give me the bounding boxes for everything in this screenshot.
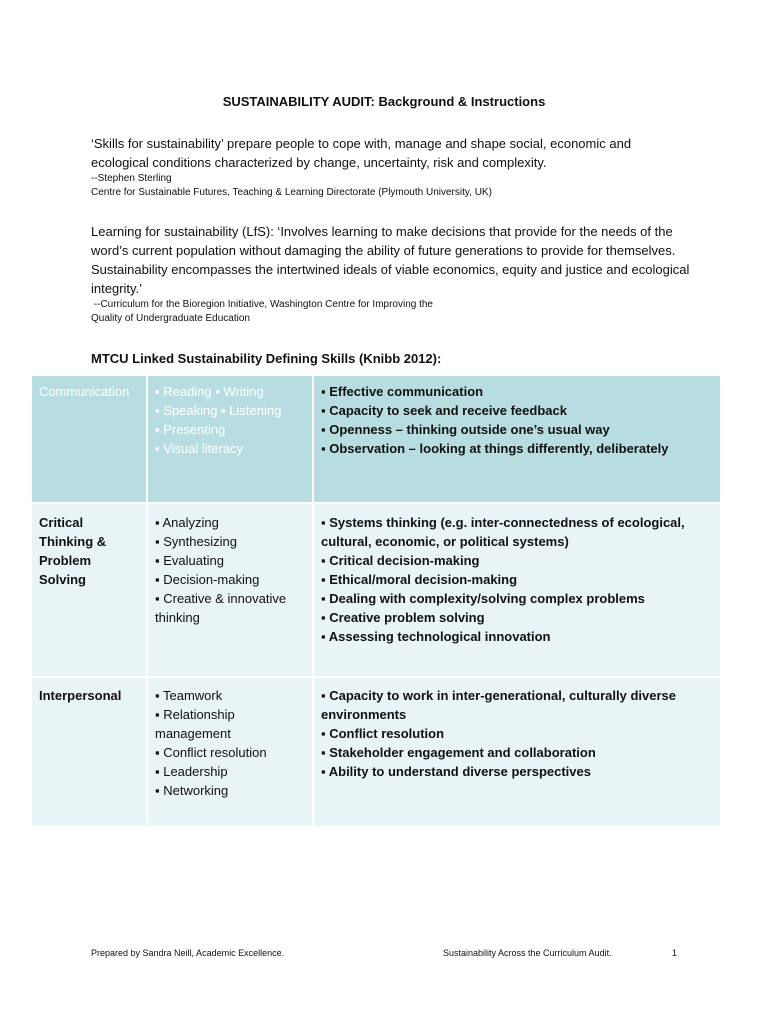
list-item: ▪ Ability to understand diverse perspectives (321, 764, 591, 779)
table-heading: MTCU Linked Sustainability Defining Skills (Knibb 2012): (91, 351, 442, 366)
table-row (31, 503, 721, 677)
skills-cell (313, 677, 721, 827)
skills-table (30, 374, 722, 828)
document-title: SUSTAINABILITY AUDIT: Background & Instructions (222, 94, 546, 109)
abilities-cell (147, 503, 313, 677)
list-item: ▪ Systems thinking (e.g. inter-connectedness of ecological, cultural, economic, or political systems) (321, 515, 685, 549)
lfs-quote-text: Learning for sustainability (LfS): ‘Involves learning to make decisions that provide for the needs of the word’s current population without damaging the ability of future generations to provide for themselves. Sustainability encompasses the intertwined ideals of viable economics, equity and justice and ecological integrity.’ (91, 224, 690, 296)
quote-text: ‘Skills for sustainability’ prepare people to cope with, manage and shape social, economic and ecological conditions characterized by change, uncertainty, risk and complexity. (91, 136, 632, 170)
list-item: ▪ Visual literacy (155, 441, 244, 456)
list-item: ▪ Evaluating (155, 553, 224, 568)
abilities-cell (147, 677, 313, 827)
lfs-quote (91, 222, 691, 326)
list-item: ▪ Synthesizing (155, 534, 237, 549)
list-item: ▪ Presenting (155, 422, 226, 437)
footer-prepared-by: Prepared by Sandra Neill, Academic Excellence. (91, 948, 285, 958)
category-cell: Communication (31, 375, 147, 503)
list-item: ▪ Assessing technological innovation (321, 629, 551, 644)
list-item: ▪ Critical decision-making (321, 553, 480, 568)
list-item: ▪ Creative problem solving (321, 610, 485, 625)
list-item: ▪ Conflict resolution (321, 726, 445, 741)
list-item: ▪ Speaking ▪ Listening (155, 403, 282, 418)
list-item: ▪ Networking (155, 783, 229, 798)
table-row (31, 677, 721, 827)
lfs-quote-source-line1: --Curriculum for the Bioregion Initiative, Washington Centre for Improving the (91, 299, 433, 310)
category-cell: Critical Thinking & Problem Solving (31, 503, 147, 677)
list-item: ▪ Effective communication (321, 384, 484, 399)
list-item: ▪ Leadership (155, 764, 228, 779)
list-item: ▪ Conflict resolution (155, 745, 267, 760)
list-item: ▪ Relationship management (155, 707, 235, 741)
abilities-cell (147, 375, 313, 503)
list-item: ▪ Capacity to seek and receive feedback (321, 403, 567, 418)
list-item: ▪ Observation – looking at things differently, deliberately (321, 441, 669, 456)
list-item: ▪ Dealing with complexity/solving complex problems (321, 591, 645, 606)
page-number: 1 (672, 948, 678, 958)
quote-author: --Stephen Sterling (91, 173, 172, 184)
list-item: ▪ Analyzing (155, 515, 219, 530)
list-item: ▪ Ethical/moral decision-making (321, 572, 518, 587)
category-cell: Interpersonal (31, 677, 147, 827)
quote-source: Centre for Sustainable Futures, Teaching & Learning Directorate (Plymouth University, UK) (91, 187, 492, 198)
table-row (31, 375, 721, 503)
list-item: ▪ Reading ▪ Writing (155, 384, 264, 399)
list-item: ▪ Teamwork (155, 688, 223, 703)
list-item: ▪ Capacity to work in inter-generational, culturally diverse environments (321, 688, 676, 722)
list-item: ▪ Creative & innovative thinking (155, 591, 287, 625)
footer-document-name: Sustainability Across the Curriculum Audit. (443, 948, 612, 958)
skills-cell (313, 503, 721, 677)
skills-cell (313, 375, 721, 503)
skills-quote (91, 134, 691, 200)
list-item: ▪ Stakeholder engagement and collaboration (321, 745, 596, 760)
list-item: ▪ Openness – thinking outside one’s usual way (321, 422, 610, 437)
lfs-quote-source-line2: Quality of Undergraduate Education (91, 313, 250, 324)
list-item: ▪ Decision-making (155, 572, 260, 587)
